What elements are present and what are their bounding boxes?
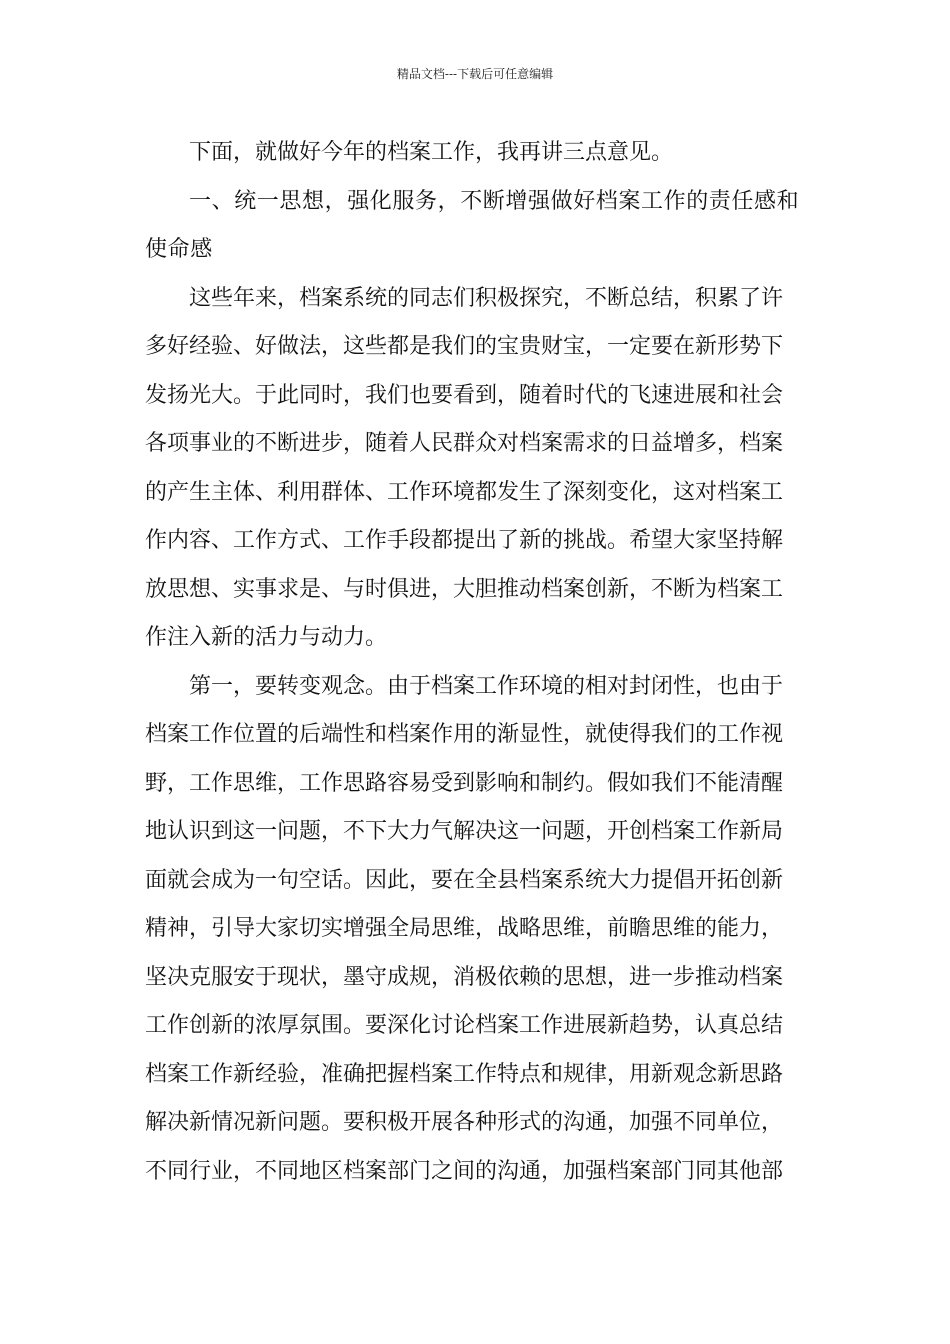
section-heading: 一、统一思想，强化服务，不断增强做好档案工作的责任感和 使命感: [145, 188, 800, 262]
paragraph-background: 这些年来，档案系统的同志们积极探究，不断总结，积累了许 多好经验、好做法，这些都是我们的宝贵财宝，一定要在新形势下 发扬光大。于此同时，我们也要看到，随着时代的飞速进展和社会 各项事业的不断进步，随着人民群众对档案需求的日益增多，档案 的产生主体、利用群体、工作环境都发生了深刻变化，这对档案工 作内容、工作方式、工作手段都提出了新的挑战。希望大家坚持解 放思想、实事求是、与时俱进，大胆推动档案创新，不断为档案工 作注入新的活力与动力。: [145, 285, 784, 650]
page-header: 精品文档---下载后可任意编辑: [396, 67, 554, 81]
document-body: [145, 129, 811, 1196]
paragraph-first-point: 第一，要转变观念。由于档案工作环境的相对封闭性，也由于 档案工作位置的后端性和档案作用的渐显性，就使得我们的工作视 野，工作思维，工作思路容易受到影响和制约。假如我们不能清醒 地认识到这一问题，不下大力气解决这一问题，开创档案工作新局 面就会成为一句空话。因此，要在全县档案系统大力提倡开拓创新 精神，引导大家切实增强全局思维，战略思维，前瞻思维的能力， 坚决克服安于现状，墨守成规，消极依赖的思想，进一步推动档案 工作创新的浓厚氛围。要深化讨论档案工作进展新趋势，认真总结 档案工作新经验，准确把握档案工作特点和规律，用新观念新思路 解决新情况新问题。要积极开展各种形式的沟通，加强不同单位， 不同行业，不同地区档案部门之间的沟通，加强档案部门同其他部: [145, 673, 784, 1184]
paragraph-intro: 下面，就做好今年的档案工作，我再讲三点意见。: [189, 140, 674, 165]
